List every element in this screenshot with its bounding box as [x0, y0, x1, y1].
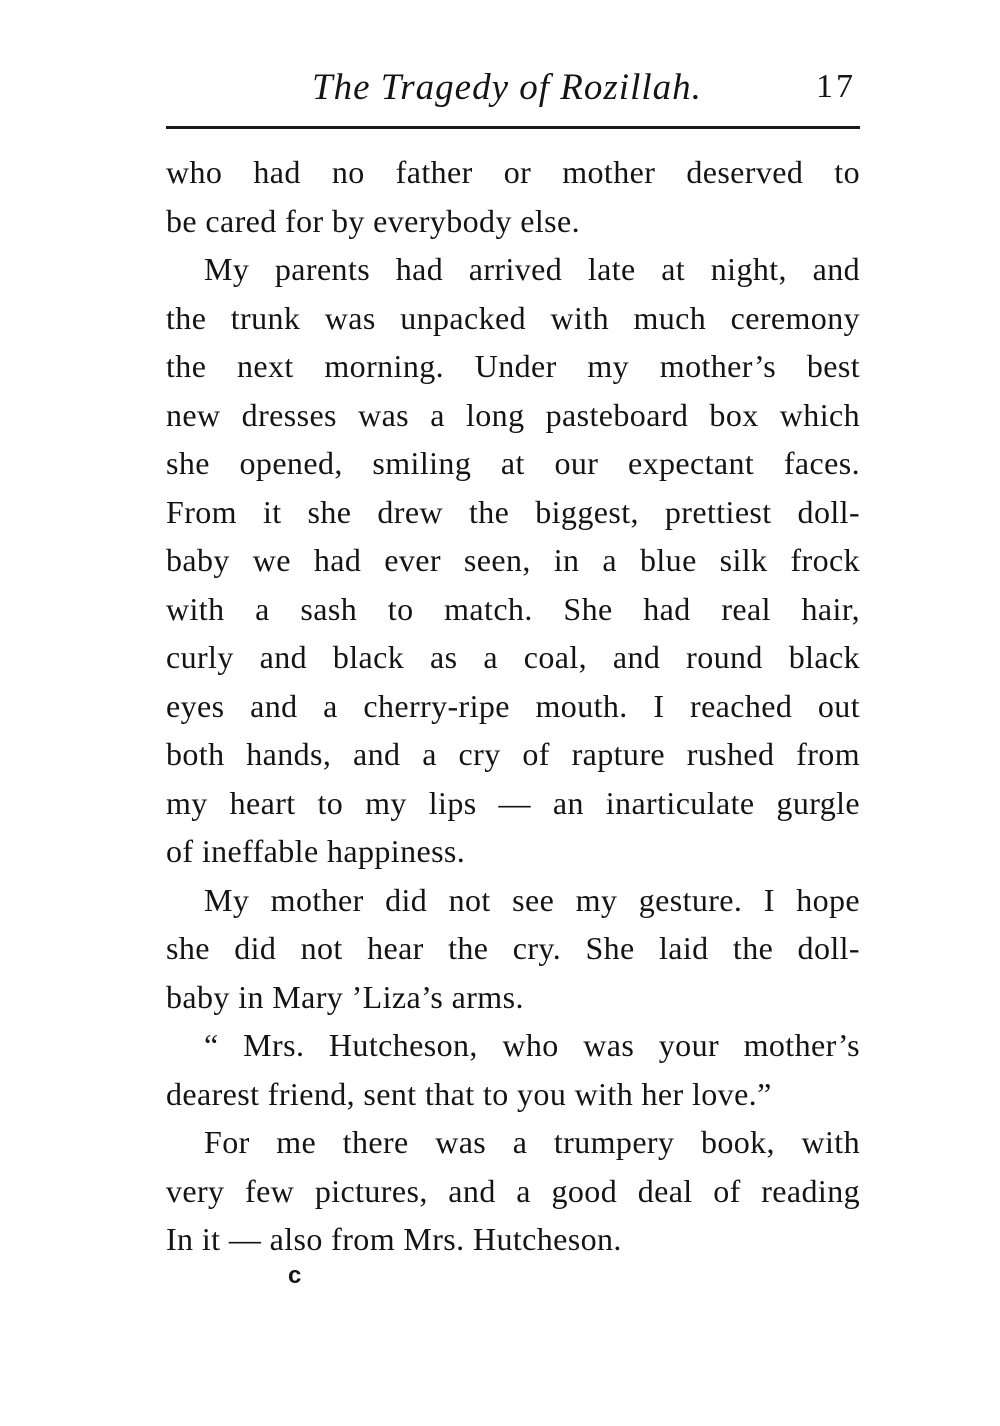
text-line: very few pictures, and a good deal of reading — [166, 1172, 860, 1209]
text-line: For me there was a trumpery book, with — [204, 1124, 860, 1160]
text-line: eyes and a cherry-ripe mouth. I reached out — [166, 687, 860, 724]
paragraph — [166, 876, 860, 1022]
page-number: 17 — [816, 68, 856, 105]
text-line: baby in Mary ’Liza’s arms. — [166, 978, 524, 1015]
text-line: my heart to my lips — an inarticulate gurgle — [166, 784, 860, 821]
running-head — [166, 66, 860, 122]
paragraph — [166, 1118, 860, 1264]
text-line: My parents had arrived late at night, and — [204, 251, 860, 287]
text-line: new dresses was a long pasteboard box which — [166, 396, 860, 433]
text-line: be cared for by everybody else. — [166, 202, 580, 239]
text-line: curly and black as a coal, and round black — [166, 639, 860, 675]
text-line: both hands, and a cry of rapture rushed from — [166, 736, 860, 772]
text-line: baby we had ever seen, in a blue silk frock — [166, 542, 860, 578]
text-line: dearest friend, sent that to you with her love.” — [166, 1075, 772, 1112]
signature-mark: c — [288, 1262, 302, 1289]
running-title: The Tragedy of Rozillah. — [312, 67, 702, 108]
text-line: the next morning. Under my mother’s best — [166, 348, 860, 384]
text-line: she opened, smiling at our expectant faces. — [166, 445, 860, 481]
body-text — [166, 148, 860, 1264]
text-line: who had no father or mother deserved to — [166, 154, 860, 190]
paragraph — [166, 148, 860, 245]
paragraph — [166, 1021, 860, 1118]
text-line: “ Mrs. Hutcheson, who was your mother’s — [204, 1027, 860, 1063]
paragraph — [166, 245, 860, 876]
text-line: with a sash to match. She had real hair, — [166, 590, 860, 627]
text-line: the trunk was unpacked with much ceremony — [166, 299, 860, 336]
text-line: In it — also from Mrs. Hutcheson. — [166, 1221, 622, 1257]
header-rule — [166, 126, 860, 129]
text-line: My mother did not see my gesture. I hope — [204, 881, 860, 918]
text-line: of ineffable happiness. — [166, 833, 466, 869]
text-line: From it she drew the biggest, prettiest doll- — [166, 493, 860, 530]
text-line: she did not hear the cry. She laid the doll- — [166, 930, 860, 966]
